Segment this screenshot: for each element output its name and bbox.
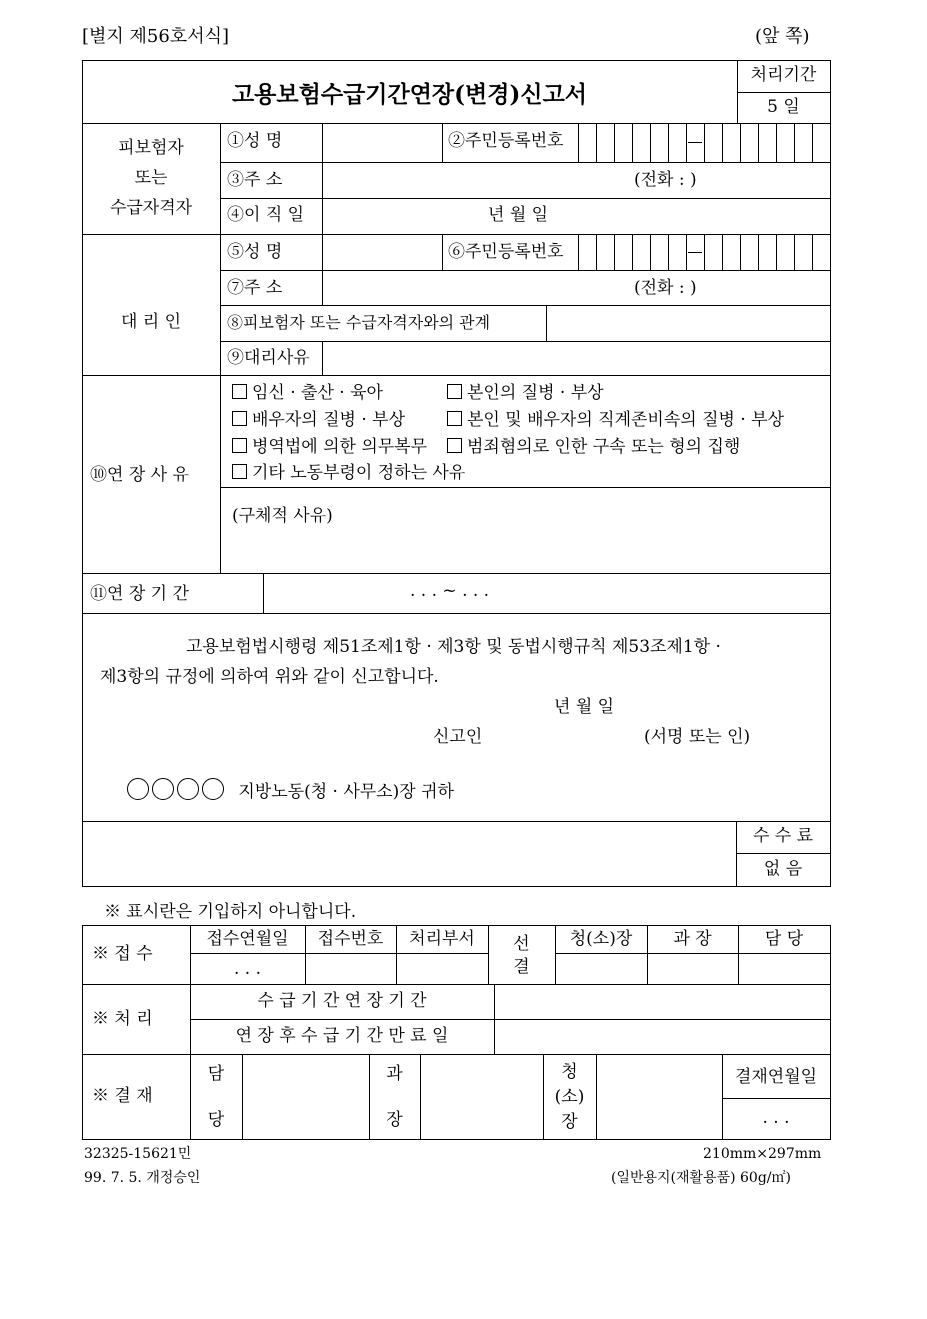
pre-approval-label: 선 결 (513, 934, 530, 977)
director-header: 청(소)장 (569, 929, 633, 949)
paper-size: 210mm×297mm (703, 1146, 822, 1162)
extension-period-value: . . . ~ . . . (410, 581, 490, 601)
form-code: 32325-15621민 (84, 1146, 192, 1162)
approval-date-value: . . . (762, 1108, 790, 1128)
checkbox-icon[interactable] (232, 411, 247, 426)
declaration-date: 년 월 일 (554, 697, 615, 717)
fee-value: 없 음 (763, 859, 803, 879)
fee-label: 수 수 료 (752, 826, 814, 846)
receipt-label: ※ 접 수 (92, 944, 153, 964)
declaration-line-2: 제3항의 규정에 의하여 위와 같이 신고합니다. (100, 667, 439, 687)
reason-option-5[interactable]: 병역법에 의한 의무복무 (232, 438, 427, 456)
rrn-label: ②주민등록번호 (448, 131, 564, 151)
circle-icon (152, 778, 174, 800)
extension-period-label: ⑪연 장 기 간 (90, 584, 189, 604)
paper-type: (일반용지(재활용품) 60g/㎡) (611, 1170, 791, 1186)
phone-label: (전화 : ) (634, 170, 697, 190)
extension-period-row: 수 급 기 간 연 장 기 간 (257, 991, 427, 1011)
director-sign-label-1: 청 (561, 1062, 578, 1082)
chief-sign-label-1: 과 (386, 1064, 403, 1084)
declaration-line-1: 고용보험법시행령 제51조제1항 · 제3항 및 동법시행규칙 제53조제1항 · (186, 637, 721, 657)
processing-dept-header: 처리부서 (409, 929, 475, 949)
checkbox-icon[interactable] (447, 438, 462, 453)
reason-option-6[interactable]: 범죄혐의로 인한 구속 또는 형의 집행 (447, 438, 740, 456)
officer-sign-label-2: 당 (207, 1110, 225, 1130)
processing-value: 5 일 (767, 97, 800, 117)
approval-label: ※ 결 재 (92, 1086, 153, 1106)
agent-rrn-label: ⑥주민등록번호 (448, 242, 564, 262)
insured-section-2: 또는 (134, 168, 168, 188)
leave-date-value: 년 월 일 (488, 205, 549, 225)
reason-option-2[interactable]: 본인의 질병 · 부상 (447, 384, 604, 402)
name-label: ①성 명 (227, 131, 283, 151)
address-label: ③주 소 (227, 170, 283, 190)
officer-header: 담 당 (764, 929, 804, 949)
checkbox-icon[interactable] (232, 438, 247, 453)
agent-phone-label: (전화 : ) (634, 278, 697, 298)
approval-revision: 99. 7. 5. 개정승인 (84, 1170, 201, 1186)
checkbox-icon[interactable] (232, 384, 247, 399)
reason-option-3[interactable]: 배우자의 질병 · 부상 (232, 411, 405, 429)
insured-rrn-cells[interactable] (579, 123, 830, 162)
reason-option-4[interactable]: 본인 및 배우자의 직계존비속의 질병 · 부상 (447, 411, 784, 429)
agent-section: 대 리 인 (120, 312, 182, 332)
expiry-date-row: 연 장 후 수 급 기 간 만 료 일 (235, 1026, 449, 1046)
recipient-line: 지방노동(청 · 사무소)장 귀하 (127, 778, 454, 801)
checkbox-icon[interactable] (447, 384, 462, 399)
director-sign-label-3: 장 (561, 1112, 578, 1132)
chief-sign-label-2: 장 (386, 1110, 403, 1130)
reporter-label: 신고인 (433, 727, 483, 747)
signature-label: (서명 또는 인) (644, 727, 751, 747)
insured-name-field[interactable] (323, 124, 441, 161)
agent-name-label: ⑤성 명 (227, 242, 283, 262)
agent-rrn-cells[interactable] (579, 234, 830, 270)
approval-date-label: 결재연월일 (734, 1067, 818, 1087)
director-sign-label-2: (소) (554, 1087, 585, 1107)
insured-section-3: 수급자격자 (109, 198, 193, 218)
agent-reason-label: ⑨대리사유 (227, 348, 310, 368)
checkbox-icon[interactable] (232, 464, 247, 479)
process-label: ※ 처 리 (92, 1009, 153, 1029)
form-number: [별지 제56호서식] (82, 26, 229, 47)
extension-reason-label: ⑩연 장 사 유 (90, 465, 189, 485)
circle-icon (177, 778, 199, 800)
reason-option-1[interactable]: 임신 · 출산 · 육아 (232, 384, 383, 402)
section-chief-header: 과 장 (673, 929, 712, 949)
page-side: (앞 쪽) (755, 26, 810, 47)
relation-label: ⑧피보험자 또는 수급자격자와의 관계 (227, 313, 491, 332)
form-title: 고용보험수급기간연장(변경)신고서 (231, 81, 588, 108)
processing-label: 처리기간 (750, 65, 817, 85)
receipt-date-header: 접수연월일 (206, 929, 289, 949)
circle-icon (127, 778, 149, 800)
receipt-number-header: 접수번호 (317, 929, 384, 949)
detail-reason-label: (구체적 사유) (232, 506, 333, 526)
insured-section-1: 피보험자 (118, 138, 184, 158)
receipt-date-value: . . . (233, 959, 262, 979)
reason-option-7[interactable]: 기타 노동부령이 정하는 사유 (232, 464, 465, 482)
leave-date-label: ④이 직 일 (227, 205, 305, 225)
circle-icon (202, 778, 224, 800)
notice-text: ※ 표시란은 기입하지 아니합니다. (104, 902, 357, 922)
officer-sign-label-1: 담 (207, 1064, 225, 1084)
checkbox-icon[interactable] (447, 411, 462, 426)
agent-address-label: ⑦주 소 (227, 278, 283, 298)
